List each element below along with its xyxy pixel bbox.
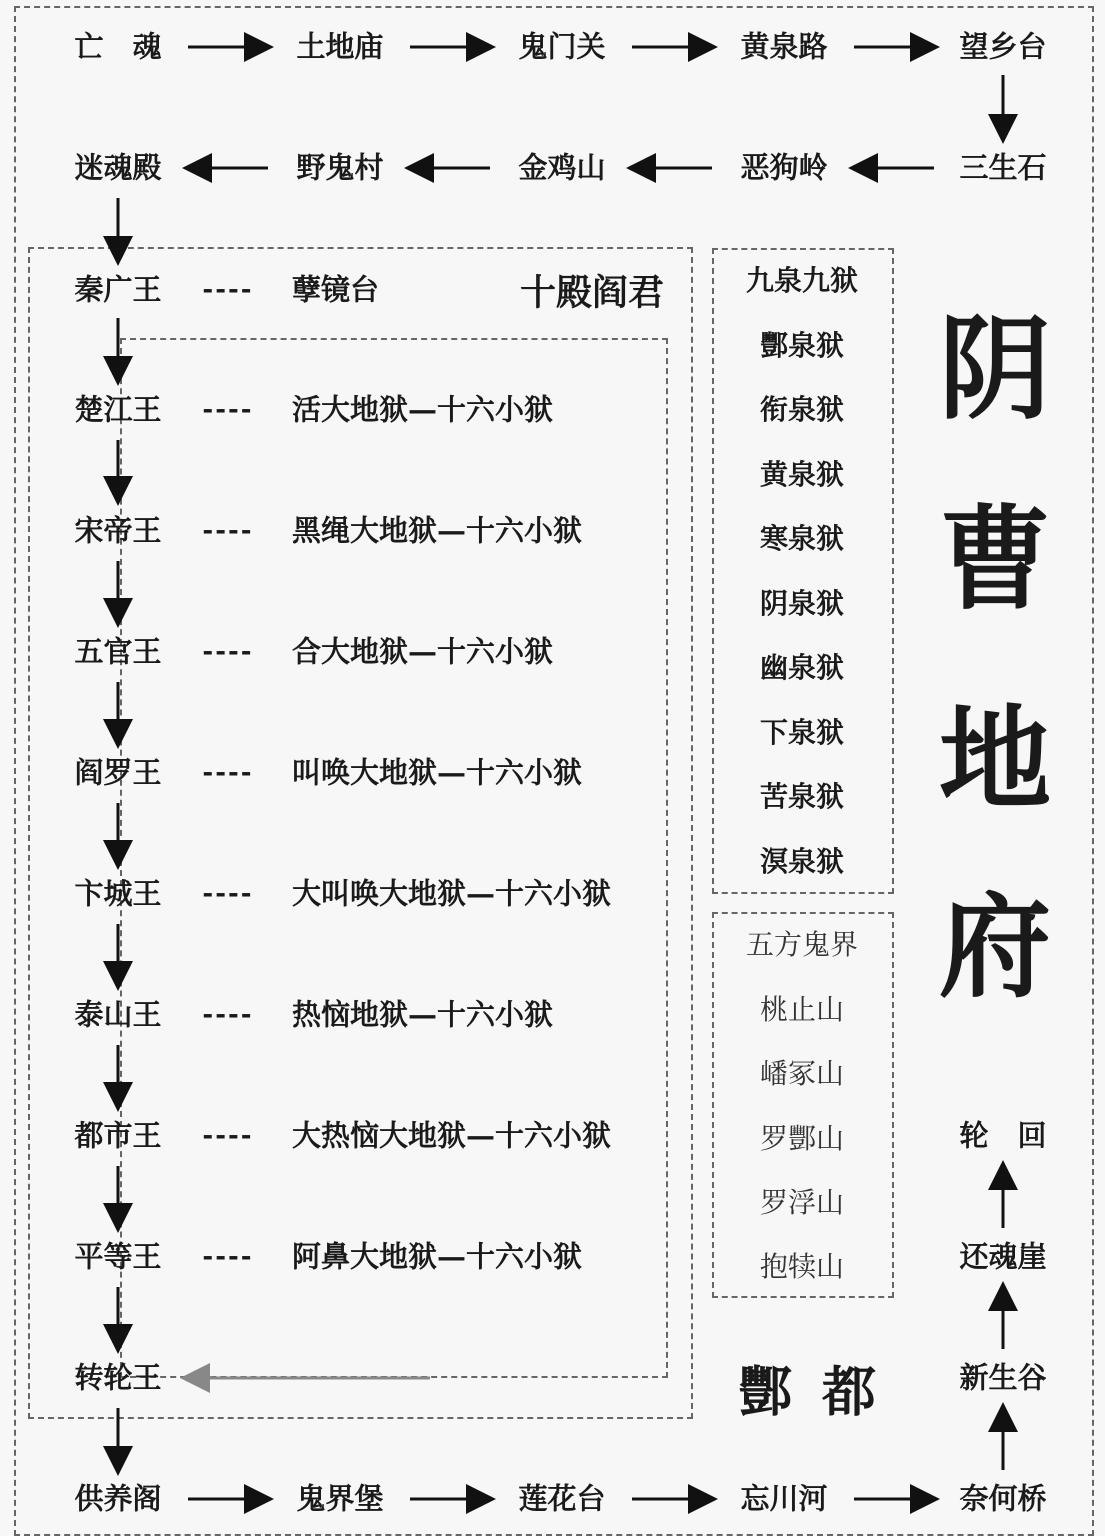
connector-dashes: ---- [202,758,254,788]
connector-dashes: ---- [202,516,254,546]
node-jinjishan: 金鸡山 [518,150,606,185]
realm-item: 罗浮山 [759,1186,845,1219]
hell-label: 热恼地狱—十六小狱 [292,997,554,1032]
node-wangxiangtai: 望乡台 [959,29,1047,64]
node-naiheqiao: 奈何桥 [959,1481,1047,1516]
king-name: 秦广王 [74,272,162,307]
node-lunhui: 轮 回 [959,1118,1047,1153]
spring-item: 下泉狱 [759,716,845,749]
node-wanghun: 亡 魂 [74,29,162,64]
hell-label: 活大地狱—十六小狱 [292,392,554,427]
node-mihundian: 迷魂殿 [74,150,162,185]
node-sanshengshi: 三生石 [959,150,1047,185]
connector-dashes: ---- [202,1121,254,1151]
hell-label: 阿鼻大地狱—十六小狱 [292,1239,583,1274]
spring-item: 衔泉狱 [759,393,845,426]
hell-label: 合大地狱—十六小狱 [292,634,554,669]
connector-dashes: ---- [202,637,254,667]
king-name: 阎罗王 [74,755,162,790]
node-lianhuatai: 莲花台 [518,1481,606,1516]
realm-item: 桃止山 [759,993,845,1026]
hell-label: 孽镜台 [292,272,380,307]
spring-item: 寒泉狱 [759,522,845,555]
main-title-char: 地 [939,694,1051,825]
king-name: 五官王 [74,634,162,669]
connector-dashes: ---- [202,879,254,909]
spring-item: 黄泉狱 [759,458,845,491]
king-name: 卞城王 [74,876,162,911]
fengdu-label: 酆都 [738,1359,906,1424]
main-title-char: 曹 [939,494,1051,625]
spring-item: 苦泉狱 [759,780,845,813]
spring-item: 幽泉狱 [759,651,845,684]
nine-springs-title: 九泉九狱 [745,264,859,297]
realm-item: 嶓冢山 [759,1057,845,1090]
node-huangquanlu: 黄泉路 [740,29,828,64]
node-guimenguan: 鬼门关 [518,29,606,64]
realm-item: 罗酆山 [759,1122,845,1155]
king-name: 平等王 [74,1239,162,1274]
main-title-char: 阴 [939,304,1051,435]
node-egouling: 恶狗岭 [740,150,828,185]
realm-item: 抱犊山 [759,1250,845,1283]
node-xinshenggu: 新生谷 [959,1360,1047,1395]
hell-label: 大叫唤大地狱—十六小狱 [292,876,612,911]
king-name: 楚江王 [74,392,162,427]
node-yeguicun: 野鬼村 [296,150,384,185]
node-gongyangge: 供养阁 [74,1481,162,1516]
spring-item: 阴泉狱 [759,587,845,620]
connector-dashes: ---- [202,1000,254,1030]
king-name: 泰山王 [74,997,162,1032]
five-realms-title: 五方鬼界 [745,928,859,961]
king-name: 转轮王 [74,1360,162,1395]
ten-kings-title: 十殿阎君 [519,271,665,314]
connector-dashes: ---- [202,275,254,305]
king-name: 都市王 [74,1118,162,1153]
hell-label: 叫唤大地狱—十六小狱 [292,755,583,790]
node-tudimiao: 土地庙 [296,29,384,64]
connector-dashes: ---- [202,1242,254,1272]
hell-label: 大热恼大地狱—十六小狱 [292,1118,612,1153]
spring-item: 溟泉狱 [759,845,845,878]
main-title-char: 府 [939,882,1051,1013]
node-guijiebao: 鬼界堡 [296,1481,384,1516]
node-huanhunya: 还魂崖 [959,1239,1047,1274]
spring-item: 酆泉狱 [759,329,845,362]
hell-label: 黑绳大地狱—十六小狱 [292,513,583,548]
connector-dashes: ---- [202,395,254,425]
king-name: 宋帝王 [74,513,162,548]
node-wangchuanhe: 忘川河 [740,1481,828,1516]
